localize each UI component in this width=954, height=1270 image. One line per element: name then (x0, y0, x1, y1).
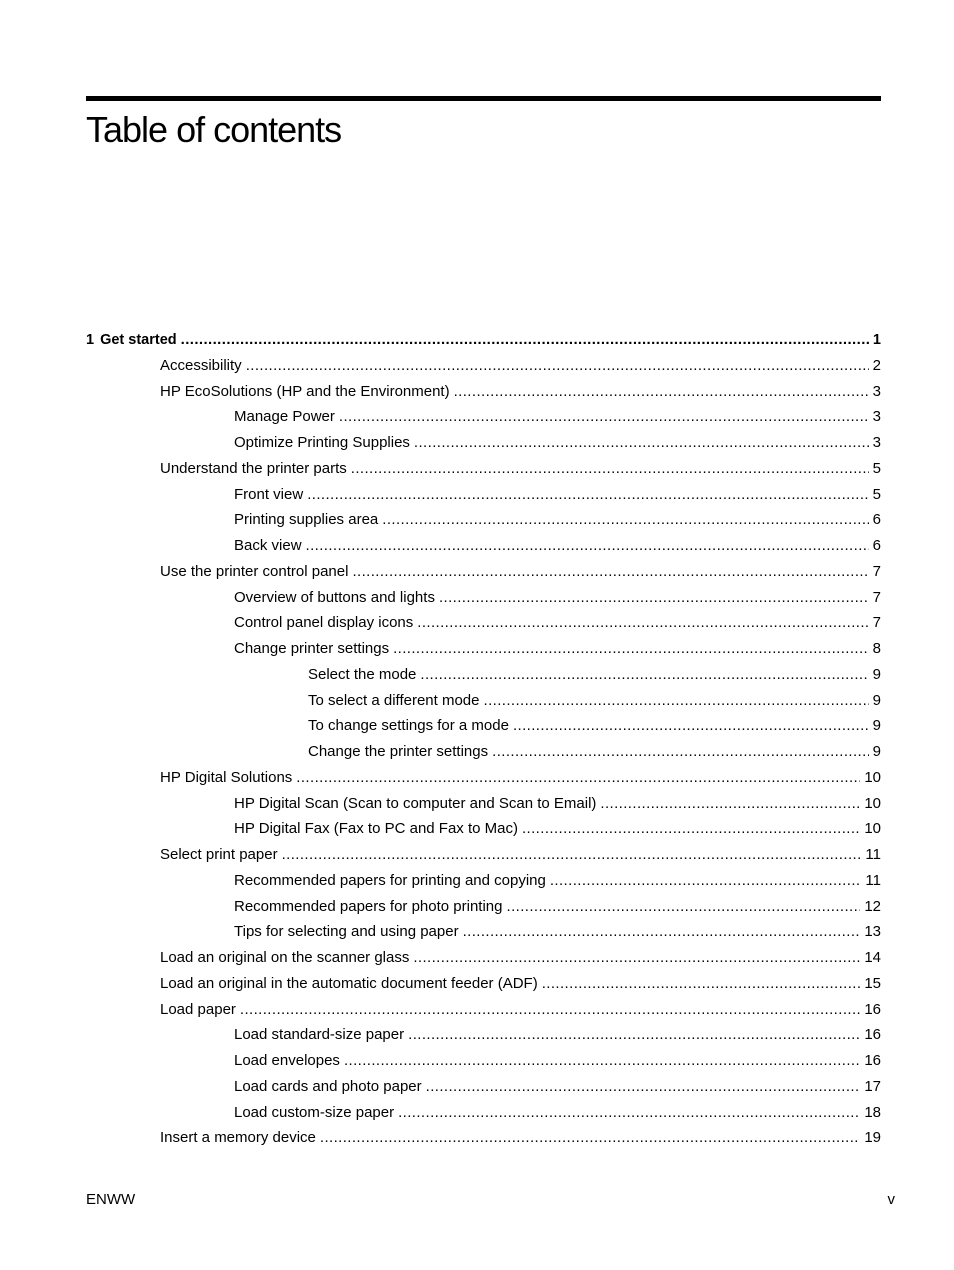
toc-entry-title: Load an original on the scanner glass (160, 949, 410, 966)
toc-entry-title: To select a different mode (308, 691, 480, 709)
toc-entry-label (234, 507, 382, 533)
toc-entry-title: Change printer settings (234, 640, 390, 657)
toc-entry[interactable] (86, 739, 881, 765)
toc-entry-page: 12 (864, 897, 881, 915)
page-title: Table of contents (86, 109, 342, 150)
dot-leader (296, 765, 860, 791)
toc-entry-page: 9 (872, 717, 881, 735)
dot-leader (307, 482, 868, 508)
toc-entry-title: Recommended papers for photo printing (234, 897, 503, 915)
toc-entry-label (160, 945, 413, 971)
toc-entry-page: 16 (864, 1052, 881, 1069)
dot-leader (420, 662, 868, 688)
toc-entry-page: 9 (872, 691, 881, 709)
dot-leader (352, 559, 868, 585)
toc-entry-label (234, 816, 522, 842)
dot-leader (408, 1022, 860, 1048)
dot-leader (492, 739, 869, 765)
dot-leader (542, 971, 861, 997)
toc-entry[interactable] (86, 662, 881, 688)
toc-entry-page: 19 (864, 1129, 881, 1147)
toc-entry-title: Printing supplies area (234, 511, 379, 529)
toc-entry-label (234, 919, 463, 945)
toc-entry[interactable] (86, 482, 881, 508)
toc-entry-label (234, 894, 507, 920)
toc-entry-page: 11 (865, 871, 881, 889)
toc-entry-title: Load standard-size paper (234, 1026, 405, 1044)
toc-entry-label (234, 1074, 426, 1100)
toc-entry[interactable] (86, 713, 881, 739)
toc-entry-label (234, 791, 600, 817)
toc-entry-label (308, 688, 484, 714)
toc-entry-title: Accessibility (160, 356, 242, 374)
dot-leader (351, 456, 869, 482)
toc-entry[interactable] (86, 559, 881, 585)
toc-entry[interactable] (86, 456, 881, 482)
toc-entry[interactable] (86, 945, 881, 971)
dot-leader (414, 430, 869, 456)
toc-entry[interactable] (86, 894, 881, 920)
toc-entry-title: Insert a memory device (160, 1129, 316, 1147)
toc-entry-label (234, 868, 550, 894)
dot-leader (439, 585, 869, 611)
toc-entry-title: Tips for selecting and using paper (234, 923, 459, 941)
toc-entry-label (234, 1022, 408, 1048)
toc-entry-page: 9 (872, 665, 881, 683)
toc-entry-label (160, 765, 296, 791)
toc-entry-page: 17 (864, 1077, 881, 1095)
toc-entry-label (308, 713, 513, 739)
toc-entry-label (160, 971, 542, 997)
toc-entry-title: Load cards and photo paper (234, 1077, 422, 1095)
dot-leader (513, 713, 869, 739)
toc-entry[interactable] (86, 791, 881, 817)
toc-entry-page: 15 (864, 974, 881, 992)
toc-entry[interactable] (86, 1022, 881, 1048)
toc-entry-page: 18 (864, 1103, 881, 1121)
toc-entry-title: Back view (234, 537, 302, 554)
toc-entry-title: Understand the printer parts (160, 459, 347, 477)
dot-leader (246, 353, 869, 379)
toc-entry[interactable] (86, 868, 881, 894)
dot-leader (306, 533, 869, 559)
dot-leader (320, 1125, 860, 1151)
toc-entry-label (234, 1100, 398, 1126)
toc-entry[interactable] (86, 765, 881, 791)
toc-entry-label (308, 739, 492, 765)
toc-entry-page: 14 (864, 949, 881, 966)
toc-entry-title: Overview of buttons and lights (234, 588, 435, 606)
toc-entry-title: Manage Power (234, 408, 335, 426)
toc-entry-title: Load paper (160, 1000, 236, 1018)
toc-entry-page: 7 (872, 614, 881, 632)
toc-entry-page: 3 (872, 382, 881, 400)
toc-entry-page: 1 (872, 332, 881, 348)
toc-entry[interactable] (86, 610, 881, 636)
dot-leader (240, 997, 860, 1023)
chapter-number: 1 (86, 332, 95, 348)
toc-entry[interactable] (86, 430, 881, 456)
toc-entry-label (160, 1125, 320, 1151)
toc-entry[interactable] (86, 507, 881, 533)
toc-entry-page: 9 (872, 743, 881, 760)
toc-entry-title: Get started (100, 332, 177, 348)
dot-leader (393, 636, 869, 662)
dot-leader (522, 816, 860, 842)
toc-entry-title: Use the printer control panel (160, 562, 349, 580)
dot-leader (382, 507, 868, 533)
toc-entry-title: Select print paper (160, 846, 278, 863)
dot-leader (600, 791, 860, 817)
toc-entry-page: 3 (872, 408, 881, 426)
toc-entry-title: HP EcoSolutions (HP and the Environment) (160, 382, 450, 400)
toc-entry-title: Control panel display icons (234, 614, 414, 632)
toc-entry-page: 16 (864, 1000, 881, 1018)
toc-entry-page: 10 (864, 768, 881, 786)
toc-entry-title: Select the mode (308, 665, 417, 683)
toc-entry-label (234, 430, 414, 456)
dot-leader (484, 688, 869, 714)
toc-entry-page: 16 (864, 1026, 881, 1044)
toc-entry[interactable] (86, 842, 881, 868)
dot-leader (463, 919, 861, 945)
toc-entry-label (234, 404, 339, 430)
toc-entry-title: Recommended papers for printing and copying (234, 871, 546, 889)
toc-entry-page: 10 (864, 794, 881, 812)
toc-entry-page: 8 (872, 640, 881, 657)
toc-entry-label (234, 610, 417, 636)
toc-entry[interactable] (86, 379, 881, 405)
toc-entry-label (160, 353, 246, 379)
toc-entry-label (160, 456, 351, 482)
toc-entry-title: Load envelopes (234, 1052, 340, 1069)
toc-entry[interactable] (86, 636, 881, 662)
toc-entry-title: HP Digital Scan (Scan to computer and Scan to Email) (234, 794, 597, 812)
toc-entry[interactable] (86, 1100, 881, 1126)
toc-entry-label (234, 636, 393, 662)
toc-entry[interactable] (86, 816, 881, 842)
dot-leader (282, 842, 862, 868)
toc-entry-label (308, 662, 420, 688)
dot-leader (339, 404, 869, 430)
toc-entry[interactable] (86, 919, 881, 945)
dot-leader (426, 1074, 861, 1100)
toc-entry-label (160, 997, 240, 1023)
dot-leader (181, 327, 869, 353)
dot-leader (454, 379, 869, 405)
dot-leader (413, 945, 860, 971)
toc-entry-page: 10 (864, 820, 881, 838)
toc-entry-title: Front view (234, 485, 304, 503)
toc-entry-page: 5 (872, 485, 881, 503)
toc-entry-page: 2 (872, 356, 881, 374)
toc-entry[interactable] (86, 688, 881, 714)
toc-entry-page: 5 (872, 459, 881, 477)
toc-entry[interactable] (86, 404, 881, 430)
toc-entry[interactable] (86, 997, 881, 1023)
toc-chapter-entry[interactable] (86, 327, 881, 353)
toc-entry-page: 3 (872, 434, 881, 451)
toc-entry[interactable] (86, 1074, 881, 1100)
toc-entry-page: 13 (864, 923, 881, 941)
toc-entry-label (160, 842, 282, 868)
dot-leader (507, 894, 861, 920)
dot-leader (344, 1048, 860, 1074)
toc-entry[interactable] (86, 353, 881, 379)
toc-entry-page: 7 (872, 562, 881, 580)
toc-entry[interactable] (86, 1048, 881, 1074)
toc-entry-title: Load an original in the automatic document feeder (ADF) (160, 974, 538, 992)
toc-entry-label (234, 533, 306, 559)
toc-entry[interactable] (86, 585, 881, 611)
toc-entry-title: Optimize Printing Supplies (234, 434, 410, 451)
dot-leader (398, 1100, 860, 1126)
toc-entry-label (234, 1048, 344, 1074)
toc-entry[interactable] (86, 1125, 881, 1151)
toc-entry-title: HP Digital Fax (Fax to PC and Fax to Mac) (234, 820, 518, 838)
toc-entry-page: 6 (872, 537, 881, 554)
toc-entry-label (160, 379, 454, 405)
footer-doc-code: ENWW (86, 1191, 136, 1208)
toc-entry-label (234, 482, 307, 508)
toc-entry-page: 11 (865, 846, 881, 863)
table-of-contents (86, 327, 881, 1151)
toc-entry-title: Change the printer settings (308, 743, 489, 760)
toc-entry-label (86, 328, 181, 353)
footer-page-number: v (887, 1191, 895, 1208)
toc-entry-page: 7 (872, 588, 881, 606)
dot-leader (550, 868, 862, 894)
toc-entry-title: Load custom-size paper (234, 1103, 395, 1121)
toc-entry-page: 6 (872, 511, 881, 529)
toc-entry[interactable] (86, 971, 881, 997)
toc-entry[interactable] (86, 533, 881, 559)
title-rule (86, 96, 881, 101)
dot-leader (417, 610, 868, 636)
toc-entry-title: To change settings for a mode (308, 717, 509, 735)
toc-entry-title: HP Digital Solutions (160, 768, 293, 786)
toc-entry-label (160, 559, 352, 585)
toc-entry-label (234, 585, 439, 611)
